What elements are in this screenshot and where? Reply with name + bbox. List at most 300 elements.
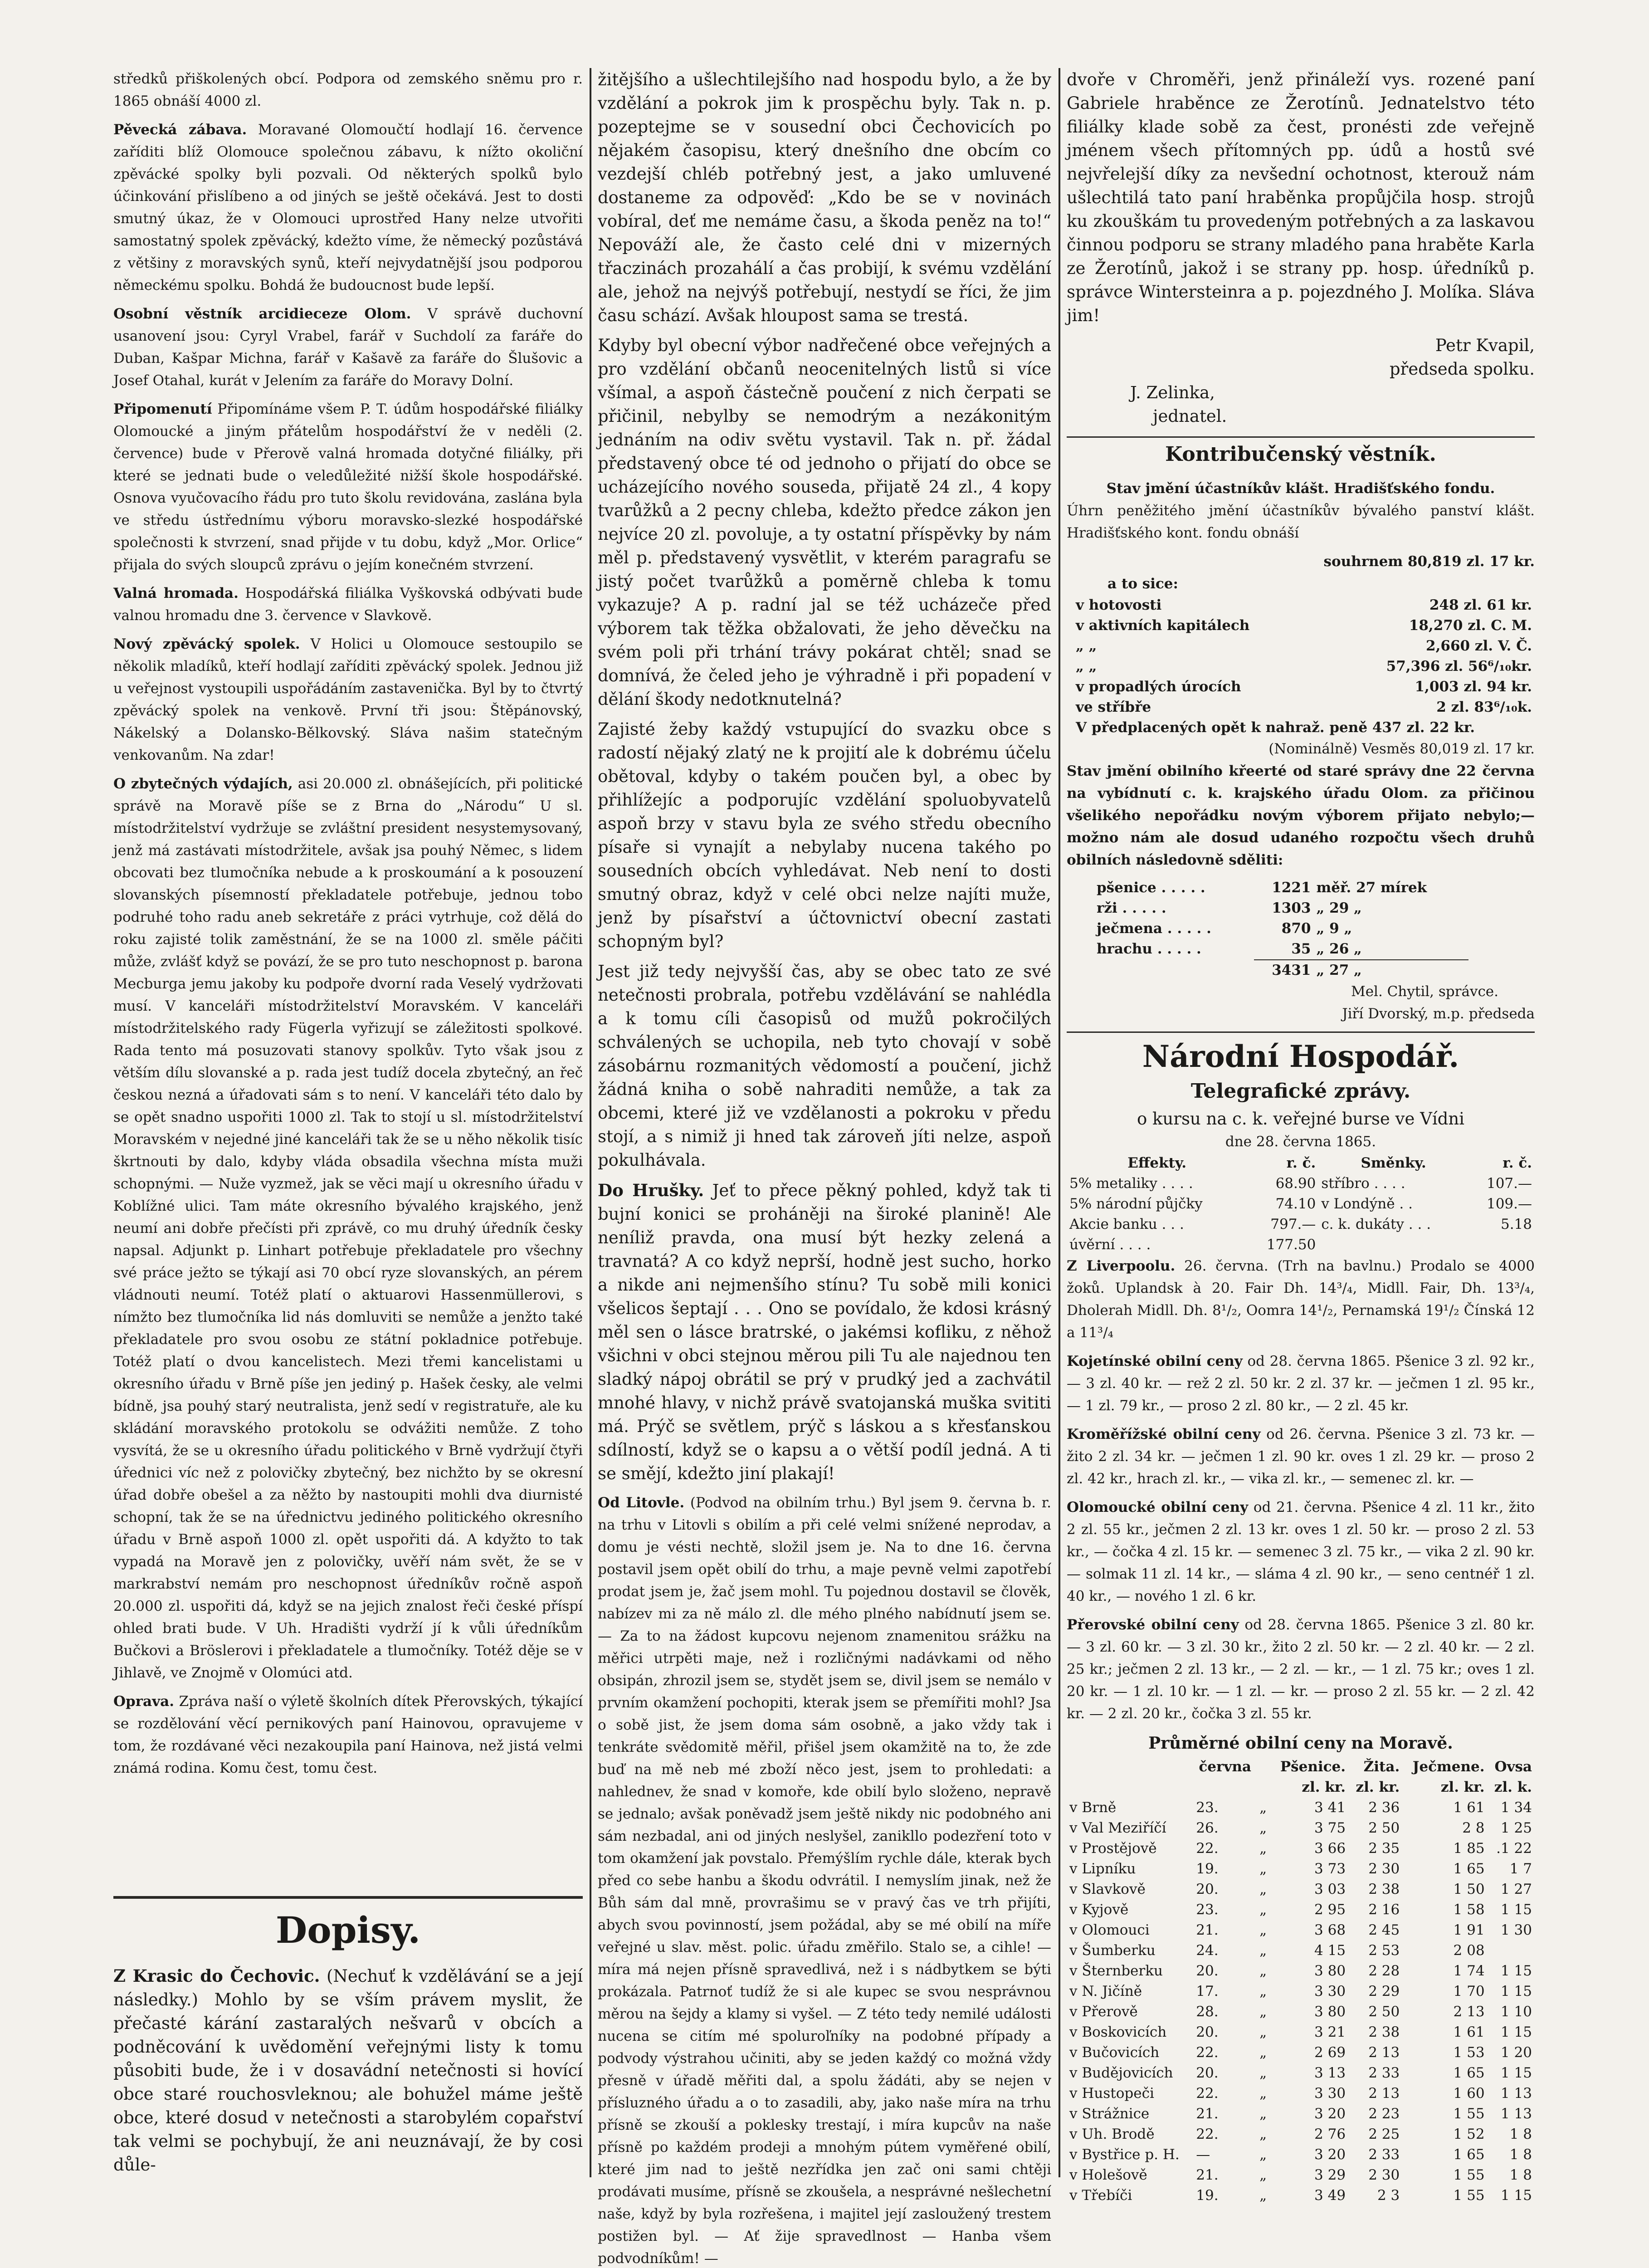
prumer-value: 2 33	[1368, 2146, 1400, 2163]
grain-row	[1094, 898, 1468, 919]
section-rule	[1067, 436, 1535, 438]
prumer-header-row	[1067, 1777, 1535, 1798]
kontrib-value: 18,270 zl. C. M.	[1409, 617, 1532, 634]
grain-total-a: 3431	[1254, 960, 1313, 981]
item-title: Z Liverpoolu.	[1067, 1258, 1176, 1274]
kojetin-prices	[1067, 1350, 1535, 1417]
prumer-value: 2 08	[1453, 1942, 1485, 1959]
grain-amount: 870	[1281, 920, 1311, 937]
news-item-pevecka	[113, 119, 583, 297]
prumer-value: 1 25	[1500, 1820, 1532, 1836]
prumer-row	[1067, 1920, 1535, 1941]
prumer-value: „	[1259, 1963, 1267, 1979]
signature-kvapil-role: předseda spolku.	[1389, 359, 1535, 379]
prumer-value: „	[1259, 1881, 1267, 1897]
burza-line-1: o kursu na c. k. veřejné burse ve Vídni	[1137, 1109, 1465, 1129]
item-title: Z Krasic do Čechovic.	[113, 1966, 320, 1986]
burza-smenka: v Londýně . .	[1321, 1196, 1413, 1212]
prumer-value: 21.	[1196, 1922, 1219, 1938]
item-text: (Podvod na obilním trhu.) Byl jsem 9. června b. r. na trhu v Litovli s obilím a při celé velmi snížené neprodav, a domu je vésti nechtě, složil jsem je. Na to dne 16. června postavil jsem opět obilí do trhu, a maje pevně velmi zapotřebí prodat jsem je, žač jsem mohl. Tu pojednou dostavil se člověk, nabízev mi za ně málo zl. dle mého plného nabídnutí jsem se. — Za to na žádost kupcovu nejenom znamenitou srážku na měřici utrpěti maje, než i rozličnými nadávkami od něho obsipán, zhrozil jsem se, stydět jsem se, divil jsem se nemálo v prvním okamžení pochopiti, kterak jsem se přemířiti mohl? Jsa o sobě jist, že jsem doma sám osobně, a jako vždy tak i tenkráte svědomitě měřil, přišel jsem okamžitě na to, že zde buď na mě neb mé zboží něco jest, jsem to prohledati: a nahlednev, že snad v komoře, kde obilí bylo složeno, nepravě se jednalo; avšak poněvadž jsem ještě nikdy nic podobného ani sám nezbadal, ani od jiných neslyšel, zanikllo podezření toto v tom okamžení jak povstalo. Přemýšlím rychle dále, kterak bych před co sebe hanbu a škodu odvrátil. I nemyslím jinak, než že Bůh sám dal mně, provrašimu se v pravý čas ve trh přijíti, abych svou povinností, jsem požádal, aby se mé obilí na míře veřejné u slav. měst. polic. úřadu změřilo. Stalo se, a cihle! — míra má nejen přísně spravedlivá, než i s nádbytkem se býti prokázala. Patrnoť tudíž že si ale kupec se svou nesprávnou měrou na šejdy a klamy si vyšel. — Z této tedy nemilé události nucena se citím mé spoluroľníky na podobné případy a podvody výstrahou učiniti, aby se jeden každý co možná vždy přesně v úřadě měřiti dal, a spolu žádáti, aby se nejen v přísluzného úřadu a o to zasadili, aby, jako naše míra na trhu přísně se zkouší a poklesky trestají, i míra kupcův na naše přísně po každém prodeji a mnohým pútem vyměřené obilí, které jim nad to ještě nezřídka jen zač oni sami chtěji prodávati musíme, přísně se zkoušela, a nesprávné nešlechetní naše, když by byla rozřešena, i majitel její zasloužený trestem postižen byl. — Ať žije spravedlnost — Hanba všem podvodníkům! —	[598, 1495, 1051, 2267]
prumer-value: 1 60	[1453, 2085, 1485, 2102]
burza-smenka-rate: 109.—	[1486, 1196, 1532, 1212]
item-title: Olomoucké obilní ceny	[1067, 1499, 1249, 1515]
kontrib-row	[1067, 677, 1535, 697]
prumer-value: —	[1196, 2146, 1210, 2163]
kontrib-value: 2 zl. 83⁶/₁₀k.	[1436, 699, 1532, 715]
prumer-value: „	[1259, 2024, 1267, 2040]
prumer-value: 1 15	[1500, 1963, 1532, 1979]
item-title: O zbytečných výdajích,	[113, 776, 293, 792]
prumer-value: 2 13	[1368, 2085, 1400, 2102]
prumer-value: 2 13	[1368, 2044, 1400, 2061]
grain-row	[1094, 939, 1468, 960]
burza-effekt: 5% národní půjčky	[1069, 1196, 1203, 1212]
item-title: Přerovské obilní ceny	[1067, 1617, 1239, 1633]
kontribucensky-obili-text: Stav jmění obilního křeerté od staré správy dne 22 června na vybídnutí c. k. krajského úřadu Olom. za přičinou všelikého nepořádku novým výborem přijato nebylo;— možno nám ale dosud udaného rozpočtu všech druhů obilních následovně sděliti:	[1067, 763, 1535, 868]
prumer-value: 1 7	[1509, 1861, 1532, 1877]
prumer-value: 1 20	[1500, 2044, 1532, 2061]
prumer-value: 1 10	[1500, 2004, 1532, 2020]
grain-unit: „ 9 „	[1316, 920, 1352, 937]
burza-smenka	[1318, 1235, 1468, 1255]
prumer-value: 2 38	[1368, 1881, 1400, 1897]
prumer-town: v Hustopeči	[1069, 2085, 1154, 2102]
prumer-town: v Budějovicích	[1069, 2065, 1173, 2081]
prumer-value: 1 55	[1453, 2167, 1485, 2183]
prumer-value: 1 50	[1453, 1881, 1485, 1897]
prumer-value: 3 30	[1314, 2085, 1346, 2102]
prumer-value: 1 65	[1453, 2146, 1485, 2163]
prumer-value: 1 70	[1453, 1983, 1485, 1999]
prumer-town: v Šumberku	[1069, 1942, 1156, 1959]
item-title: Od Litovle.	[598, 1495, 685, 1511]
olomouc-prices	[1067, 1496, 1535, 1608]
prumer-town: v Kyjově	[1069, 1901, 1129, 1918]
prumer-value: „	[1259, 2044, 1267, 2061]
prumer-row	[1067, 2083, 1535, 2104]
prumer-value: 20.	[1196, 1881, 1219, 1897]
section-rule	[113, 1896, 583, 1899]
item-text: od 21. června. Pšenice 4 zl. 11 kr., žito 2 zl. 55 kr., ječmen 2 zl. 13 kr. oves 1 zl. 50 kr. — proso 2 zl. 53 kr., — čočka 4 zl. 15 kr. — semenec 3 zl. 75 kr., — vika 2 zl. 90 kr. — solmak 11 zl. 14 kr., — slámа 4 zl. 90 kr., — seno centnéř 1 zl. 40 kr., — nového 1 zl. 6 kr.	[1067, 1499, 1535, 1604]
signature-dvorsky: Jiří Dvorský, m.p. předseda	[1342, 1006, 1535, 1022]
item-text: Hospodářská filiálka Vyškovská odbývati bude valnou hromadu dne 3. července v Slavkově.	[113, 585, 583, 624]
burza-smenka-rate: 107.—	[1486, 1175, 1532, 1192]
kontrib-label: „ „	[1076, 658, 1097, 675]
prumer-value: 2 16	[1368, 1901, 1400, 1918]
dopisy-section	[113, 1905, 583, 2186]
prumer-row	[1067, 2002, 1535, 2022]
prumer-value: 2 23	[1368, 2106, 1400, 2122]
prumer-row	[1067, 2165, 1535, 2185]
telegraficke-zpravy-heading: Telegrafické zprávy.	[1190, 1080, 1411, 1103]
prumer-value: 3 13	[1314, 2065, 1346, 2081]
kontrib-row	[1067, 636, 1535, 656]
prumer-row	[1067, 2145, 1535, 2165]
prumer-value: 2 53	[1368, 1942, 1400, 1959]
prumer-value: 28.	[1196, 2004, 1219, 2020]
prumer-value: 1 15	[1500, 2024, 1532, 2040]
signature-zelinka-name: J. Zelinka,	[1130, 383, 1215, 402]
prumer-row	[1067, 1961, 1535, 1981]
prumer-town: v Uh. Brodě	[1069, 2126, 1155, 2142]
prumer-value: 1 52	[1453, 2126, 1485, 2142]
prumer-value: 3 49	[1314, 2187, 1346, 2204]
prumer-value: 1 15	[1500, 1901, 1532, 1918]
burza-header-rc: r. č.	[1286, 1155, 1316, 1171]
kontrib-value: 248 zl. 61 kr.	[1429, 597, 1532, 613]
prumer-header-cell: zl. kr.	[1302, 1779, 1346, 1795]
grain-unit: měř. 27 mírek	[1316, 880, 1427, 896]
prumer-value: „	[1259, 1983, 1267, 1999]
burza-row	[1067, 1194, 1535, 1214]
kontrib-value: 1,003 zl. 94 kr.	[1415, 679, 1532, 695]
prumer-value: 1 91	[1453, 1922, 1485, 1938]
prumer-value: 3 80	[1314, 1963, 1346, 1979]
kontrib-label: „ „	[1076, 638, 1097, 654]
prumer-value: 1 74	[1453, 1963, 1485, 1979]
grain-total-label	[1094, 960, 1254, 981]
prumer-value: 2 3	[1377, 2187, 1400, 2204]
prumer-header-cell: zl. kr.	[1356, 1779, 1400, 1795]
news-item-valna	[113, 582, 583, 627]
prumer-value: „	[1259, 1922, 1267, 1938]
prumer-value: 2 50	[1368, 2004, 1400, 2020]
prumer-value: 4 15	[1314, 1942, 1346, 1959]
prumer-value: „	[1259, 1820, 1267, 1836]
prumer-value: 2 38	[1368, 2024, 1400, 2040]
prumer-value: „	[1259, 2167, 1267, 2183]
prumer-value: „	[1259, 2085, 1267, 2102]
kontribucensky-intro: Úhrn peněžitého jmění účastníkův bývalého panství klášt. Hradišťského kont. fondu obnáší	[1067, 503, 1535, 541]
burza-effekt-rate: 74.10	[1275, 1196, 1316, 1212]
grain-label: hrachu . . . . .	[1097, 941, 1201, 957]
grain-label: pšenice . . . . .	[1097, 880, 1205, 896]
burza-header-smenky: Směnky.	[1361, 1155, 1426, 1171]
kontrib-row	[1067, 697, 1535, 718]
grain-row	[1094, 919, 1468, 939]
prumer-row	[1067, 2185, 1535, 2206]
prumer-value: 2 35	[1368, 1840, 1400, 1857]
narodni-hospodar-heading: Národní Hospodář.	[1142, 1039, 1459, 1074]
prumer-value: 24.	[1196, 1942, 1219, 1959]
prumer-row	[1067, 1859, 1535, 1879]
column-rule-right	[1059, 68, 1060, 2177]
burza-smenka-rate: 5.18	[1500, 1216, 1532, 1232]
news-item-oprava	[113, 1691, 583, 1779]
prumer-value: 23.	[1196, 1901, 1219, 1918]
burza-table	[1067, 1153, 1535, 1255]
prumer-value: 1 13	[1500, 2085, 1532, 2102]
kontrib-label: V předplacených opět k nahraž. peně 437 zl. 22 kr.	[1076, 719, 1475, 736]
prumer-row	[1067, 1838, 1535, 1859]
kontribucensky-nominal: (Nominálně) Vesměs 80,019 zl. 17 kr.	[1268, 741, 1535, 757]
prumer-header-cell: Ovsa	[1494, 1759, 1532, 1775]
column-2	[598, 68, 1051, 2267]
prumer-town: v Lipníku	[1069, 1861, 1136, 1877]
item-text: asi 20.000 zl. obnášejících, při politické správě na Moravě píše se z Brna do „Národu“ U sl. místodržitelství vydržuje se zvláštní president nesystemysovaný, jenž má zastávati místodržitele, avšak jsa pouhý Němec, s lidem obcovati bez tlumočníka nebude a k proskoumání a k posouzení slovanských písemností překladatele potřebuje, jednou tobo podruhé toho radu aneb sekretáře z práci vytrhuje, což dělá do roku zajisté tolik zaměstnání, že se na 1000 zl. směle páčiti může, zvlášť když se povází, že se pro tuto neschopnost p. barona Mecburga jemu jakoby ku podpoře dvorní rada Veselý vydržovati musí. V kanceláři místodržitelství Moravském. V kanceláři místodržitelského rady Fügerla vyřizují se záležitosti spolkové. Rada tento má posuzovati stanovy spolkův. Tyto však jsou z větším dílu slovanské a p. rada jest tudíž docela zbytečný, an řeč českou nezná a úřadovati sám s to není. V kanceláři této dalo by se opět snadno uspořiti 1000 zl. Tak to stojí u sl. místodržitelství Moravském v nejedné jiné kanceláři tak že se u něho několik tisíc škrtnouti by dalo, kdyby vláda obsadila všechna místa muži schopnými. — Nuže vyzmež, jak se věci mají u okresního úřadu v Koblížné ulici. Tam máte okresního bývalého krajského, jenž neumí ani dobře přečísti při zprávě, co mu druhý úředník česky napsal. Adjunkt p. Linhart potřebuje překladatele pro všechny své práce ježto se týkají asi 70 obcí ryze slovanských, an pérem vládnouti neumí. Totéž platí o aktuarovi Hassenmüllerovi, s nímžto bez tlumočníka lid nás domluviti se nemůže a jenžto také překladatele pro svou osobu ze státní pokladnice potřebuje. Totéž platí o dvou kancelistech. Mezi třemi kancelistami u okresního úřadu v Brně píše jen jediný p. Hašek česky, ale velmi bídně, jsa pouhý starý neutralista, jenž sedí v registratuře, ale ku skládání moravského protokolu se odvážiti nemůže. Z toho vysvítá, že se u okresního úřadu politického v Brně vydržují čtyři úřednici víc než z polovičky zbytečný, bez nichžto by se okresní úřad dobře obešel a za něžto by nastoupiti mohli dva diurnisté schopní, tak že se na úřednictvu jediného politického okresního úřadu v Brně aspoň 1000 zl. opět uspořiti dá. A kdyžto to tak vypadá na Moravě jen z polovičky, uvěří nám svět, že se v markrabství nemám pro neschopnost úředníkův ročně aspoň 20.000 zl. uspořiti dá, když se na jejich znalost řeči české příspí ohled brati bude. V Uh. Hradišti vydrží jí k vůli úředníkům Bučkovi a Bröslerovi i překladatele a tlumočníky. Totéž děje se v Jihlavě, ve Znojmě v Olomúci atd.	[113, 776, 583, 1681]
item-title: Do Hrušky.	[598, 1180, 704, 1200]
prumer-value: 1 34	[1500, 1799, 1532, 1816]
prumer-value: 3 21	[1314, 2024, 1346, 2040]
item-title: Pěvecká zábava.	[113, 122, 247, 138]
signature-zelinka-role: jednatel.	[1153, 406, 1227, 426]
kontrib-row	[1067, 656, 1535, 677]
thanks-paragraph: dvoře v Chroměři, jenž přináleží vys. rozené paní Gabriele hraběnce ze Žerotínů. Jednatelstvo této filiálky klade sobě za čest, pronésti zde veřejně jménem všech přítomných pp. údů a hostů své nejvřelejší díky za nevšední ochotnost, kterouž nám ušlechtilá tato paní hraběnka propůjčila hosp. strojů ku zkouškám tu provedeným potřebných a za laskavou činnou podporu se strany mladého pana hraběte Karla ze Žerotínů, jakož i se strany pp. hosp. úředníků p. správce Wintersteinra a p. pojezdného J. Molíka. Sláva jim!	[1067, 70, 1535, 325]
prumer-value: 3 80	[1314, 2004, 1346, 2020]
prumerne-ceny-heading: Průměrné obilní ceny na Moravě.	[1148, 1734, 1453, 1753]
kontribucensky-table	[1067, 595, 1535, 738]
prumer-value: „	[1259, 2126, 1267, 2142]
prumer-value: 1 15	[1500, 2187, 1532, 2204]
item-text: (Nechuť k vzdělávání se a její následky.) Mohlo by se vším právem myslit, že přečasté kárání zastaralých nešvarů v obcích a podněcování k uvědomění veřejnými listy k tomu působiti bude, že i v dosavádní netečnosti si hovící obce staré rouchosvleknou; ale bohužel máme ještě obce, které dosud v netečnosti a starobylém copařství tak velmi se pochybují, že ani neuznávají, že by cosi důle-	[113, 1966, 583, 2175]
prumer-value: 19.	[1196, 2187, 1219, 2204]
prumer-town: v Bystřice p. H.	[1069, 2146, 1180, 2163]
kontrib-label: ve stříbře	[1076, 699, 1151, 715]
prumer-row	[1067, 2063, 1535, 2083]
item-text: od 26. června. Pšenice 3 zl. 73 kr. — žito 2 zl. 34 kr. — ječmen 1 zl. 90 kr. oves 1 zl. 29 kr. — proso 2 zl. 42 kr., hrach zl. kr., — vika zl. kr., — semenec zl. kr. —	[1067, 1426, 1535, 1487]
prumer-row	[1067, 2022, 1535, 2043]
prumer-value: 20.	[1196, 2065, 1219, 2081]
prumer-value: 2 69	[1314, 2044, 1346, 2061]
prumer-value: 3 20	[1314, 2106, 1346, 2122]
prumer-header-cell	[1193, 1777, 1257, 1798]
prumer-value: 26.	[1196, 1820, 1219, 1836]
column-1	[113, 68, 583, 1892]
item-text: V Holici u Olomouce sestoupilo se několik mladíků, kteří hodlají zaříditi zpěvácký spolek. Jednou již u veřejnost vystoupili uspořádáním zastavenička. Byl by to čtvrtý zpěvácký spolek na venkově. První tři jsou: Štěpánovský, Nákelský a Dolansko-Bělkovský. Sláva našim statečným venkovanům. Na zdar!	[113, 636, 583, 763]
letter-krasic	[113, 1964, 583, 2177]
grain-amount: 35	[1291, 941, 1311, 957]
burza-effekt: Akcie banku . . .	[1069, 1216, 1184, 1232]
prumer-value: 19.	[1196, 1861, 1219, 1877]
prumer-header-cell	[1067, 1757, 1193, 1777]
prumer-value: 3 75	[1314, 1820, 1346, 1836]
item-text: Jeť to přece pěkný pohled, když tak ti bujní konici se proháněji na široké planině! Ale neníliž pravda, ona musí být hezky zelená a travnatá? A co když neprší, hodně jest sucho, horko a nikde ani nejmenšího stínu? Tu sobě mili konici všelicos šeptají . . . Ono se povídalo, že kdosi krásný měl sen o lásce bratrské, o jakémsi kofliku, z něhož všichni v obci stejnou měrou pili Tu ale najednou ten sladký nápoj obrátil se prý v prudký jed a zachvátil mnohé hlavy, v nichž právě svatojanská muška svititi má. Prýč se světlem, prýč s láskou a s křesťanskou sdílností, když se o kapsu a o větší podíl jedná. A ti se smějí, kdežto jiní plakají!	[598, 1181, 1051, 1483]
prumer-town: v Boskovicích	[1069, 2024, 1167, 2040]
prumer-value: 3 73	[1314, 1861, 1346, 1877]
item-text: od 28. června 1865. Pšenice 3 zl. 80 kr. — 3 zl. 60 kr. — 3 zl. 30 kr., žito 2 zl. 50 kr. — 2 zl. 40 kr. — 2 zl. 25 kr.; ječmen 2 zl. 13 kr., — 2 zl. — kr., — 1 zl. 75 kr.; oves 1 zl. 20 kr. — 1 zl. 10 kr. — 1 zl. — kr. — proso 2 zl. 55 kr. — 2 zl. 42 kr. — 2 zl. 20 kr., čočka 3 zl. 55 kr.	[1067, 1617, 1535, 1722]
prumer-value: 2 36	[1368, 1799, 1400, 1816]
prumer-value: „	[1259, 1942, 1267, 1959]
prumer-value: 21.	[1196, 2106, 1219, 2122]
prumer-value: 1 61	[1453, 2024, 1485, 2040]
prumer-value: 22.	[1196, 1840, 1219, 1857]
prumer-value: 3 68	[1314, 1922, 1346, 1938]
prumer-value: 3 41	[1314, 1799, 1346, 1816]
item-title: Kojetínské obilní ceny	[1067, 1353, 1243, 1369]
burza-row	[1067, 1173, 1535, 1194]
prumer-header-cell: června	[1199, 1759, 1251, 1775]
prumer-row	[1067, 2104, 1535, 2124]
prumer-value: „	[1259, 1799, 1267, 1816]
prumer-town: v Olomouci	[1069, 1922, 1150, 1938]
burza-effekt-rate: 797.—	[1270, 1216, 1316, 1232]
item-text: 26. června. (Trh na bavlnu.) Prodalo se 4000 žoků. Uplandsk à 20. Fair Dh. 14³/₄, Midll. Fair, Dh. 13³/₄, Dholerah Midll. Dh. 8¹/₂, Oomra 14¹/₂, Pernamská 19¹/₂ Čínská 12 a 11³/₄	[1067, 1258, 1535, 1341]
prumer-value: 2 25	[1368, 2126, 1400, 2142]
news-item-pripomenuti	[113, 398, 583, 576]
prumer-town: v Val Meziříčí	[1069, 1820, 1166, 1836]
prumer-value: „	[1259, 2004, 1267, 2020]
grain-unit: „ 29 „	[1316, 900, 1362, 916]
grain-total-b: „ 27 „	[1314, 960, 1468, 981]
kontrib-value: 2,660 zl. V. Č.	[1426, 638, 1532, 654]
prumer-row	[1067, 1900, 1535, 1920]
prumer-value: 1 8	[1509, 2146, 1532, 2163]
item-title: Připomenutí	[113, 401, 212, 417]
kontrib-label: v hotovosti	[1076, 597, 1162, 613]
column-rule-left	[590, 68, 591, 2177]
prumer-value: 3 20	[1314, 2146, 1346, 2163]
prumer-town: v Strážnice	[1069, 2106, 1150, 2122]
prumer-value: 2 13	[1453, 2004, 1485, 2020]
grain-table	[1094, 878, 1468, 981]
prumer-value: 1 8	[1509, 2126, 1532, 2142]
prumer-value: 1 15	[1500, 2065, 1532, 2081]
kontrib-row	[1067, 595, 1535, 616]
prumer-value: 21.	[1196, 2167, 1219, 2183]
liverpool-report	[1067, 1255, 1535, 1344]
prumer-value: 1 55	[1453, 2106, 1485, 2122]
burza-line-2: dne 28. června 1865.	[1225, 1134, 1376, 1150]
prumer-header-cell: Ječmene.	[1412, 1759, 1485, 1775]
burza-effekt-rate: 177.50	[1266, 1237, 1316, 1253]
prumer-value: „	[1259, 2106, 1267, 2122]
grain-amount: 1221	[1272, 880, 1311, 896]
prumer-value: 20.	[1196, 2024, 1219, 2040]
kontrib-label: v propadlých úrocích	[1076, 679, 1241, 695]
item-title: Nový zpěvácký spolek.	[113, 636, 300, 652]
kontribucensky-subheading: Stav jmění účastníkův klášt. Hradišťského fondu.	[1106, 480, 1495, 497]
prumer-row	[1067, 1981, 1535, 2002]
item-title: Kroměřížské obilní ceny	[1067, 1426, 1261, 1442]
prumer-value: 3 03	[1314, 1881, 1346, 1897]
prumer-header-cell: Pšenice.	[1280, 1759, 1346, 1775]
kontrib-row	[1067, 718, 1535, 738]
column-3	[1067, 68, 1535, 2204]
prumer-value: 3 66	[1314, 1840, 1346, 1857]
item-text: Moravané Olomoučtí hodlají 16. července zaříditi blíž Olomouce společnou zábavu, k nížto okoliční zpěvácké spolky byli pozvali. Od některých spolků bylo účinkování přislíbeno a od jiných se ještě očekává. Jest to dosti smutný úkaz, že v Olomouci uprostřed Hany nelze utvořiti samostatný spolek zpěvácký, kdežto víme, že německý pozůstává z většiny z moravských synů, kteří nejvydatnější jsou podporou německému spolku. Bohdá že budoucnost bude lepší.	[113, 122, 583, 293]
prumer-value: „	[1259, 1901, 1267, 1918]
item-title: Valná hromada.	[113, 585, 239, 601]
prerov-prices	[1067, 1614, 1535, 1725]
letter-paragraph-2: Kdyby byl obecní výbor nadřečené obce veřejných a pro vzdělání občanů neocenitelných listů si více všímal, a aspoň částečně poučení z nich čerpati se přičinil, nebylby se nemodrým a nezákonitým jednáním na odiv světu vystavil. Tak n. př. žádal představený obce té od jednoho o přijatí do obce se ucházejícího nového souseda, přijatě 24 zl., 4 kopy tvarůžků a 2 pecny chleba, kdežto předce zákon jen nejvíce 20 zl. povoluje, a ty ostatní příspěvky by nám měl p. představený vysvětlit, v kterém paragrafu se jistý počet tvarůžků a poměrně chleba k tomu vykazuje? A p. radní jal se též ucházeče před výborem tak těžka obžalovati, že jeho děvečku na svém poli při trhání trávy pokárat chtěl; snad se domnívá, že čeled jeho je výhradně i při popadení v dělání škody nedotknutelná?	[598, 336, 1051, 709]
burza-smenka: stříbro . . . .	[1321, 1175, 1405, 1192]
burza-header-effekty: Effekty.	[1127, 1155, 1187, 1171]
intro-paragraph: středků přiškolených obcí. Podpora od zemského sněmu pro r. 1865 obnáší 4000 zl.	[113, 71, 583, 109]
prumer-value: 2 30	[1368, 2167, 1400, 2183]
burza-effekt-rate: 68.90	[1275, 1175, 1316, 1192]
prumer-header-cell	[1257, 1777, 1271, 1798]
signature-kvapil-name: Petr Kvapil,	[1435, 336, 1535, 355]
grain-amount: 1303	[1272, 900, 1311, 916]
kontribucensky-heading: Kontribučenský věstník.	[1165, 443, 1436, 466]
prumer-town: v Šternberku	[1069, 1963, 1163, 1979]
prumer-value: 22.	[1196, 2085, 1219, 2102]
prumer-value: 2 33	[1368, 2065, 1400, 2081]
prumer-value: 22.	[1196, 2044, 1219, 2061]
prumer-value: 3 29	[1314, 2167, 1346, 2183]
signature-chytil: Mel. Chytil, správce.	[1351, 983, 1498, 1000]
prumer-value: 2 76	[1314, 2126, 1346, 2142]
prumer-value: 1 85	[1453, 1840, 1485, 1857]
news-item-zbytecne-vydaje	[113, 773, 583, 1684]
prumer-town: v Bučovicích	[1069, 2044, 1160, 2061]
letter-hruska	[598, 1178, 1051, 1486]
burza-effekt: 5% metaliky . . . .	[1069, 1175, 1193, 1192]
kromeriz-prices	[1067, 1423, 1535, 1490]
news-item-vestnik	[113, 303, 583, 392]
prumer-value: 1 30	[1500, 1922, 1532, 1938]
burza-effekt: úvěrní . . . .	[1069, 1237, 1151, 1253]
prumer-value	[1488, 1941, 1535, 1961]
prumer-value: 2 30	[1368, 1861, 1400, 1877]
item-title: Osobní věstník arcidieceze Olom.	[113, 306, 411, 322]
average-prices-table	[1067, 1757, 1535, 2206]
prumer-value: „	[1259, 2146, 1267, 2163]
burza-smenka: c. k. dukáty . . .	[1321, 1216, 1431, 1232]
prumer-value: „	[1259, 1861, 1267, 1877]
prumer-header-cell	[1067, 1777, 1193, 1798]
prumer-town: v Prostějově	[1069, 1840, 1157, 1857]
letter-paragraph-3: Zajisté žeby každý vstupující do svazku obce s radostí nějaký zlatý ne k projití ale k dobrému účelu obětoval, kdyby o takém poučen byl, a obec by přihlížejíc a podporujíc vzdělání spoluobyvatelů aspoň brzy v stavu byla ze svého středu obecního písaře si vynajít a nebylaby nucena takého po sousedních obcích vyhledávat. Neb není to dosti smutný obraz, když v celé obci nelze najíti muže, jenž by písařství a účtovnictví obecní zastati schopným byl?	[598, 719, 1051, 951]
prumer-town: v N. Jičíně	[1069, 1983, 1142, 1999]
prumer-value: 23.	[1196, 1799, 1219, 1816]
burza-row	[1067, 1214, 1535, 1235]
letter-paragraph-4: Jest již tedy nejvyšší čas, aby se obec tato ze své netečnosti probrala, potřebu vzdělávání se nahlédla a k tomu cíli časopisů od mužů pokročilých schválených se uchopila, neb tyto chovají v sobě zásobárnu rozmanitých vědomostí a poučení, jichž žádná kniha o sobě nahraditi nemůže, a tak za obcemi, které již ve vzdělanosti a pokroku v předu stojí, a s nimiž ji hned tak zároveň jíti nelze, aspoň pokulhávala.	[598, 962, 1051, 1170]
kontrib-label: v aktivních kapitálech	[1076, 617, 1250, 634]
prumer-value: 2 28	[1368, 1963, 1400, 1979]
item-title: Oprava.	[113, 1693, 174, 1710]
burza-row	[1067, 1235, 1535, 1255]
prumer-value: 1 55	[1453, 2187, 1485, 2204]
prumer-value: „	[1259, 2065, 1267, 2081]
prumer-header-row	[1067, 1757, 1535, 1777]
prumer-value: 1 53	[1453, 2044, 1485, 2061]
prumer-value: 1 65	[1453, 2065, 1485, 2081]
prumer-town: v Přerově	[1069, 2004, 1138, 2020]
prumer-town: v Třebíči	[1069, 2187, 1132, 2204]
prumer-value: .1 22	[1496, 1840, 1532, 1857]
prumer-value: 2 8	[1462, 1820, 1485, 1836]
grain-row	[1094, 878, 1468, 898]
prumer-row	[1067, 2124, 1535, 2145]
item-text: Připomínáme všem P. T. údům hospodářské filiálky Olomoucké a jiným přátelům hospodářství že v neděli (2. července) bude v Přerově valná hromada dotyčné filiálky, při které se jednati bude o veledůležité nižší škole hospodářské. Osnova vyučovacího řádu pro tuto školu revidována, zaslána byla ve středu ústřednímu výboru moravsko-slezké hospodářské společnosti k stvrzení, snad přijde v tu dobu, když „Mor. Orlice“ přijala do svých sloupců zprávu o jejím konečném stvrzení.	[113, 401, 583, 573]
prumer-value: 2 29	[1368, 1983, 1400, 1999]
prumer-value: 2 45	[1368, 1922, 1400, 1938]
prumer-value: 1 13	[1500, 2106, 1532, 2122]
item-text: V správě duchovní usanovení jsou: Cyryl Vrabel, farář v Suchdolí za faráře do Duban, Kašpar Michna, farář v Kašavě za faráře do Šlušovic a Josef Otahal, kurát v Jelením za faráře do Moravy Dolní.	[113, 306, 583, 389]
prumer-value: 1 15	[1500, 1983, 1532, 1999]
grain-label: rži . . . . .	[1097, 900, 1166, 916]
news-item-novy-spolek	[113, 633, 583, 767]
prumer-value: 3 30	[1314, 1983, 1346, 1999]
section-rule	[1067, 1031, 1535, 1033]
prumer-value: „	[1259, 1840, 1267, 1857]
prumer-row	[1067, 1879, 1535, 1900]
item-text: Zpráva naší o výletě školních dítek Přerovských, týkající se rozdělování věcí pernikových paní Hainovou, opravujeme v tom, že rozdávané věci nezakoupila paní Hainova, než jistá velmi známá rodina. Komu čest, tomu čest.	[113, 1693, 583, 1776]
prumer-value: 1 8	[1509, 2167, 1532, 2183]
burza-header-rc2: r. č.	[1503, 1155, 1532, 1171]
prumer-header-cell	[1257, 1757, 1271, 1777]
prumer-value: 1 61	[1453, 1799, 1485, 1816]
item-text: od 28. června 1865. Pšenice 3 zl. 92 kr.,— 3 zl. 40 kr. — rež 2 zl. 50 kr. 2 zl. 37 kr. — ječmen 1 zl. 95 kr.,— 1 zl. 79 kr., — proso 2 zl. 80 kr., — 2 zl. 45 kr.	[1067, 1353, 1535, 1414]
prumer-header-cell: Žita.	[1363, 1759, 1400, 1775]
prumer-value: 1 58	[1453, 1901, 1485, 1918]
kontrib-value: 57,396 zl. 56⁶/₁₀kr.	[1386, 658, 1532, 675]
prumer-row	[1067, 1941, 1535, 1961]
prumer-header-cell: zl. k.	[1494, 1779, 1532, 1795]
prumer-value: 17.	[1196, 1983, 1219, 1999]
prumer-town: v Holešově	[1069, 2167, 1147, 2183]
